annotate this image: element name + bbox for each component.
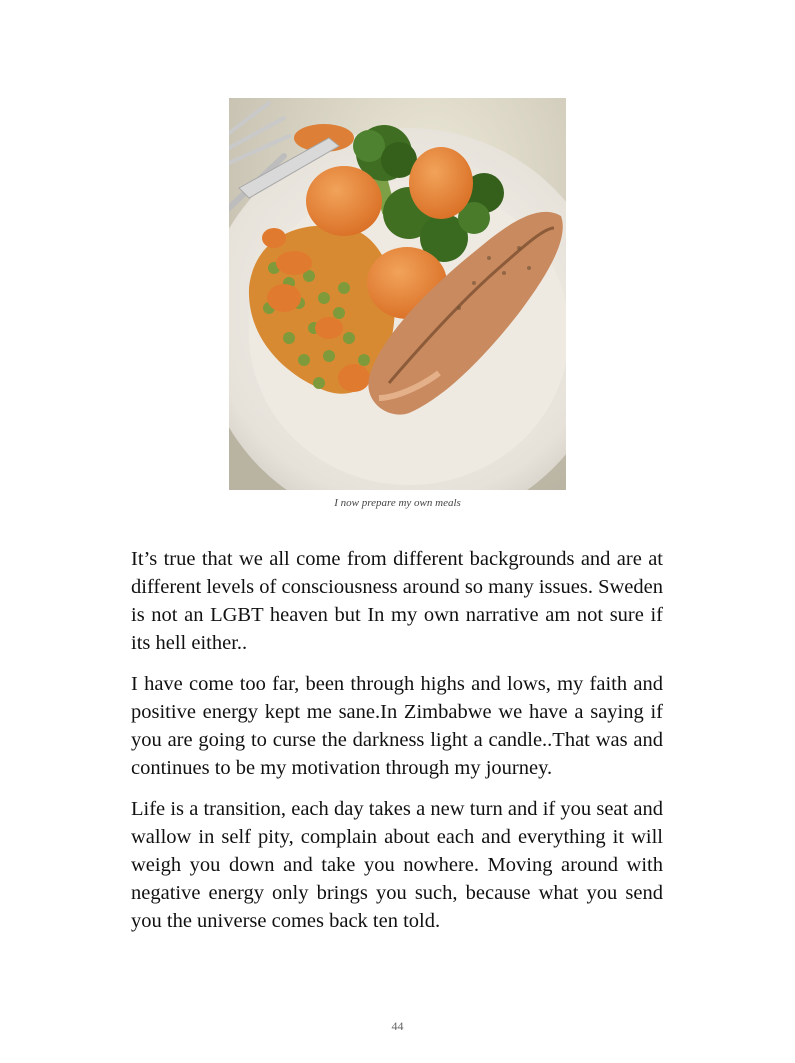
page-number: 44 xyxy=(391,1019,404,1033)
paragraph: It’s true that we all come from different backgrounds and are at different levels of consciousness around so many issues. Sweden is not an LGBT heaven but In my own narrative am not sure if its hell either.. xyxy=(131,548,663,654)
paragraph: Life is a transition, each day takes a new turn and if you seat and wallow in self pity, complain about each and everything it will weigh you down and take you nowhere. Moving around with negative energy only brings you such, because what you send you the universe comes back ten told. xyxy=(131,798,663,932)
body-text xyxy=(131,545,663,948)
meal-photo xyxy=(229,98,566,490)
figure-caption: I now prepare my own meals xyxy=(334,497,461,509)
paragraph: I have come too far, been through highs and lows, my faith and positive energy kept me sane.In Zimbabwe we have a saying if you are going to curse the darkness light a candle..That was and continues to be my motivation through my journey. xyxy=(131,673,663,779)
